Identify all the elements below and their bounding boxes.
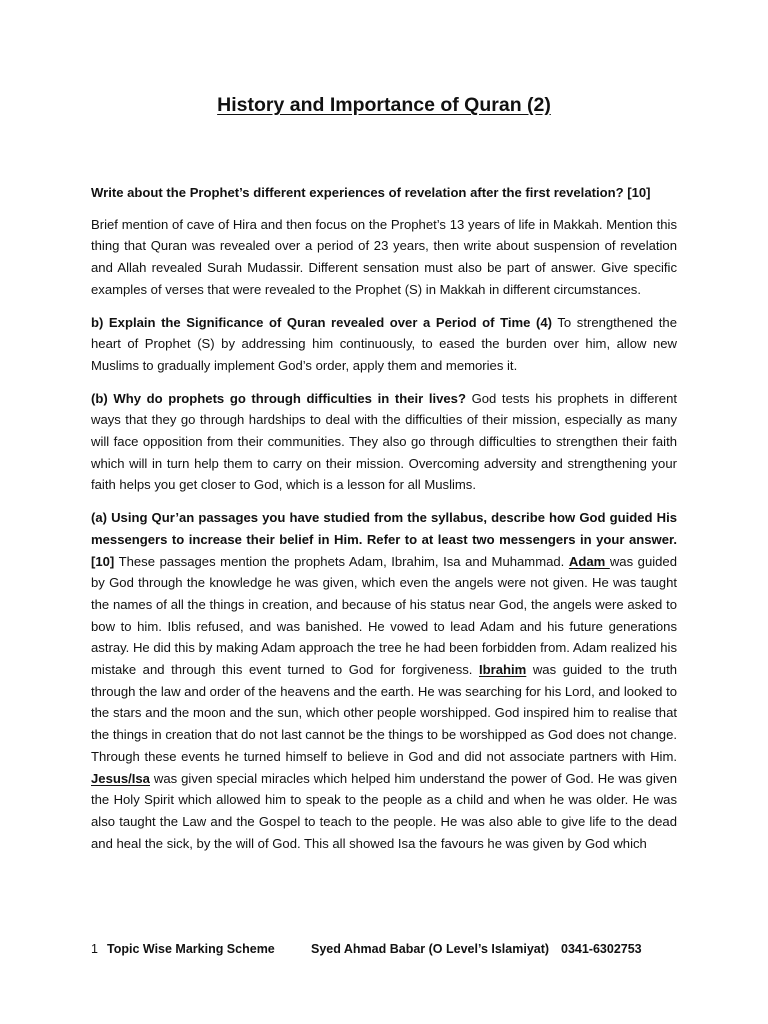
- question-3-paragraph: [91, 388, 677, 497]
- question-4-paragraph: [91, 507, 677, 854]
- ibrahim-text: was guided to the truth through the law and order of the heavens and the earth. He was searching for his Lord, and looked to the stars and the moon and the sun, which other people worshipped. God inspired him to realise that the things in creation that do not last cannot be the things to be worshipped as God does not change. Through these events he turned himself to believe in God and did not associate partners with Him.: [91, 662, 677, 764]
- question-2-paragraph: [91, 312, 677, 377]
- question-1: Write about the Prophet’s different experiences of revelation after the first revelation? [10]: [91, 185, 651, 200]
- page-title: History and Importance of Quran (2): [217, 94, 551, 116]
- answer-1: Brief mention of cave of Hira and then focus on the Prophet’s 13 years of life in Makkah. Mention this thing that Quran was revealed over a period of 23 years, then write about suspension of revelation and Allah revealed Surah Mudassir. Different sensation must also be part of answer. Give specific examples of verses that were revealed to the Prophet (S) in Makkah in different circumstances.: [91, 216, 677, 297]
- question-3-heading: (b) Why do prophets go through difficulties in their lives?: [91, 390, 466, 406]
- question-4-heading: (a) Using Qur’an passages you have studied from the syllabus, describe how God guided His messengers to increase their belief in Him. Refer to at least two messengers in your answer. [10]: [91, 510, 677, 569]
- page-number: 1: [91, 942, 98, 956]
- answer-3: God tests his prophets in different ways that they go through hardships to deal with the difficulties of their mission, especially as many will face opposition from their communities. They also go through difficulties to strengthen their faith which will in turn help them to carry on their mission. Overcoming adversity and strengthening your faith helps you get closer to God, which is a lesson for all Muslims.: [91, 390, 677, 493]
- page-footer: [91, 942, 691, 956]
- ibrahim-label: Ibrahim: [479, 662, 527, 678]
- question-2-heading: b) Explain the Significance of Quran revealed over a Period of Time (4): [91, 314, 553, 330]
- adam-text: was guided by God through the knowledge he was given, which even the angels were not given. He was taught the names of all the things in creation, and because of his status near God, the angels were asked to bow to him. Iblis refused, and was banished. He vowed to lead Adam and his future generations astray. He did this by making Adam approach the tree he had been forbidden from. Adam realized his mistake and through this event turned to God for forgiveness.: [91, 553, 677, 678]
- answer-2: To strengthened the heart of Prophet (S) by addressing him continuously, to eased the burden over him, allow new Muslims to gradually implement God’s order, apply them and memories it.: [91, 314, 677, 373]
- footer-phone: 0341-6302753: [561, 942, 642, 956]
- adam-label: Adam: [568, 553, 610, 569]
- footer-label: Topic Wise Marking Scheme: [107, 942, 275, 956]
- document-body: [91, 182, 677, 865]
- answer-4-intro: These passages mention the prophets Adam, Ibrahim, Isa and Muhammad.: [114, 553, 569, 569]
- isa-label: Jesus/Isa: [91, 770, 150, 786]
- isa-text: was given special miracles which helped him understand the power of God. He was given the Holy Spirit which allowed him to speak to the people as a child and when he was older. He was also taught the Law and the Gospel to teach to the people. He was also able to give life to the dead and heal the sick, by the will of God. This all showed Isa the favours he was given by God which: [91, 770, 677, 851]
- footer-author: Syed Ahmad Babar (O Level’s Islamiyat): [311, 942, 550, 956]
